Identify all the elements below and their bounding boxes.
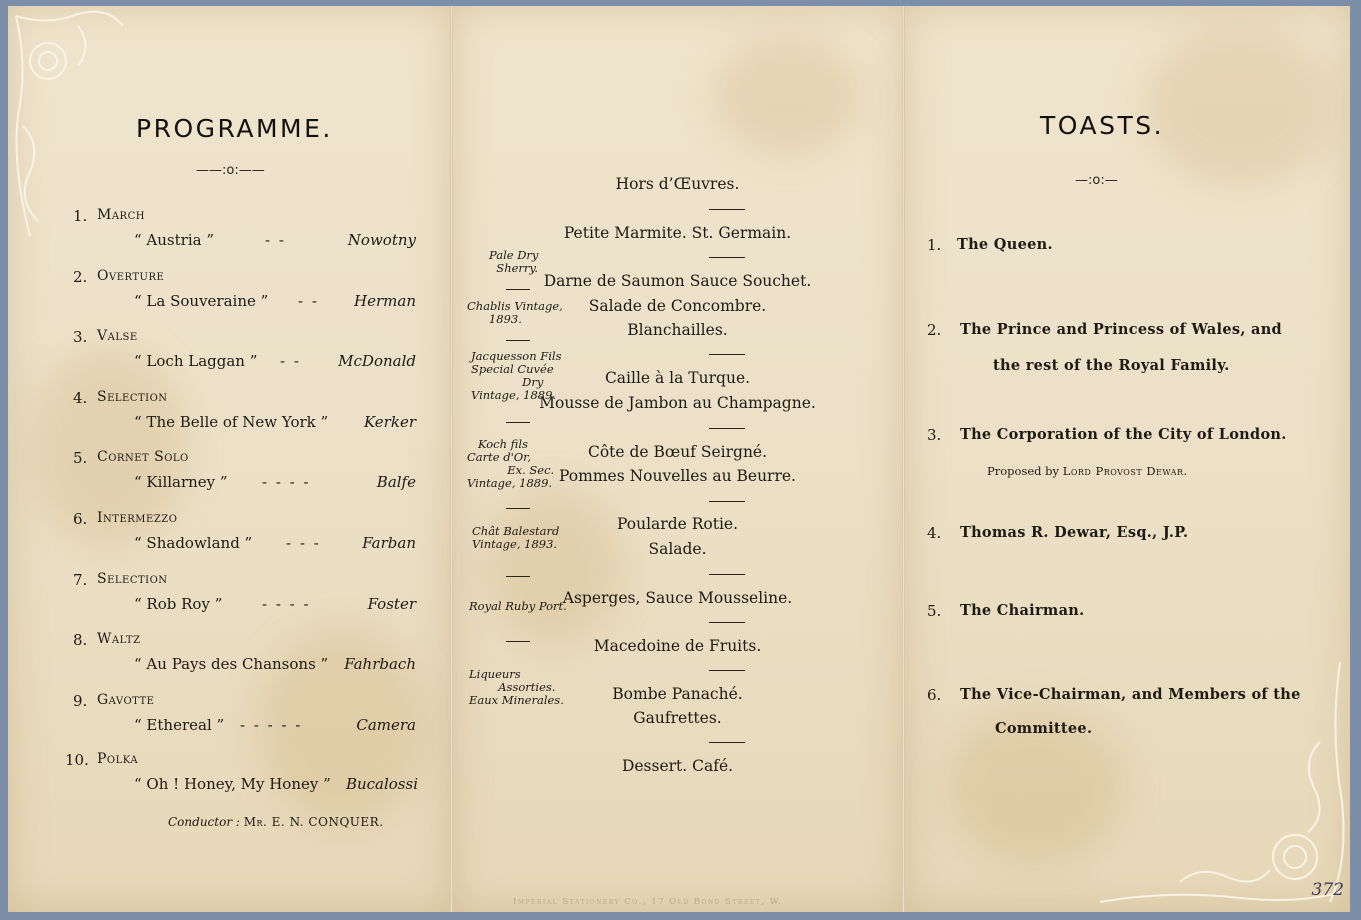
menu-divider	[709, 257, 745, 258]
programme-panel	[8, 6, 450, 912]
item-composer: Kerker	[364, 413, 416, 431]
item-type: Gavotte	[97, 692, 155, 708]
toast-text: The Queen.	[957, 236, 1053, 253]
item-type: Polka	[97, 751, 139, 767]
item-composer: McDonald	[338, 352, 416, 370]
programme-heading: PROGRAMME.	[136, 114, 333, 143]
item-type: Waltz	[97, 631, 141, 647]
item-composer: Farban	[362, 534, 416, 552]
item-composer: Balfe	[376, 473, 416, 491]
toasts-divider: —:o:—	[1075, 173, 1118, 188]
wine-pairing: Pale Dry Sherry.	[489, 248, 539, 275]
item-title: “ Rob Roy ”	[134, 595, 223, 613]
wine-pairing: Koch fils Carte d'Or, Ex. Sec. Vintage, 1889.	[467, 437, 555, 490]
wine-pairing: Royal Ruby Port.	[469, 599, 567, 613]
wine-pairing: Liqueurs Assorties. Eaux Minerales.	[469, 667, 564, 707]
menu-course: Mousse de Jambon au Champagne.	[539, 394, 816, 412]
menu-course: Blanchailles.	[627, 321, 728, 339]
toast-number: 2.	[927, 321, 942, 339]
paper-stain	[1145, 26, 1335, 186]
item-number: 2.	[73, 268, 88, 286]
menu-course: Caille à la Turque.	[604, 369, 751, 387]
programme-item	[8, 571, 450, 631]
menu-course: Salade de Concombre.	[588, 297, 767, 315]
toast-text-continued: Committee.	[995, 720, 1093, 737]
toast-proposer	[987, 464, 1188, 478]
page-number: 372	[1311, 880, 1344, 900]
proposer-name: Lord Provost Dewar.	[1062, 464, 1188, 478]
wine-pairing: Chablis Vintage, 1893.	[467, 299, 563, 326]
item-leader: - -	[265, 231, 286, 249]
toast-number: 5.	[927, 602, 942, 620]
wine-pairing: Chât Balestard Vintage, 1893.	[472, 524, 560, 551]
menu-course: Darne de Saumon Sauce Souchet.	[543, 272, 812, 290]
toast-text-continued: the rest of the Royal Family.	[993, 357, 1230, 374]
item-number: 10.	[65, 751, 89, 769]
wine-divider	[506, 508, 530, 509]
wine-divider	[506, 422, 530, 423]
toast-text: The Prince and Princess of Wales, and	[960, 321, 1282, 338]
toast-number: 6.	[927, 686, 942, 704]
paper-stain	[483, 486, 623, 646]
menu-divider	[709, 574, 745, 575]
conductor-label: Conductor :	[168, 815, 240, 829]
toast-text: The Vice-Chairman, and Members of the	[960, 686, 1301, 703]
programme-divider: ——:o:——	[196, 163, 265, 178]
menu-course: Macedoine de Fruits.	[593, 637, 762, 655]
item-type: Selection	[97, 571, 168, 587]
item-composer: Camera	[356, 716, 416, 734]
paper-stain	[713, 36, 863, 156]
toast-text: The Chairman.	[960, 602, 1085, 619]
item-type: Cornet Solo	[97, 449, 189, 465]
item-number: 4.	[73, 389, 88, 407]
menu-divider	[709, 622, 745, 623]
item-leader: - -	[280, 352, 301, 370]
item-type: Overture	[97, 268, 165, 284]
item-title: “ Killarney ”	[134, 473, 228, 491]
printer-imprint: Imperial Stationery Co., 17 Old Bond Street, W.	[513, 897, 783, 907]
item-type: Valse	[97, 328, 138, 344]
menu-course: Petite Marmite. St. Germain.	[563, 224, 792, 242]
item-composer: Foster	[367, 595, 416, 613]
item-composer: Nowotny	[347, 231, 416, 249]
wine-divider	[506, 289, 530, 290]
item-number: 6.	[73, 510, 88, 528]
menu-course: Asperges, Sauce Mousseline.	[562, 589, 793, 607]
item-leader: - - - -	[262, 473, 311, 491]
menu-course: Gaufrettes.	[633, 709, 722, 727]
item-leader: - -	[298, 292, 319, 310]
item-title: “ Austria ”	[134, 231, 215, 249]
toast-number: 1.	[927, 236, 942, 254]
item-composer: Herman	[354, 292, 416, 310]
menu-panel	[453, 6, 902, 912]
item-leader: - - - -	[262, 595, 311, 613]
item-number: 5.	[73, 449, 88, 467]
programme-item	[8, 692, 450, 752]
programme-item	[8, 268, 450, 328]
toasts-panel	[905, 6, 1350, 912]
wine-divider	[506, 340, 530, 341]
item-title: “ Au Pays des Chansons ”	[134, 655, 329, 673]
proposed-by-label: Proposed by	[987, 464, 1060, 478]
item-type: Intermezzo	[97, 510, 178, 526]
item-title: “ La Souveraine ”	[134, 292, 269, 310]
toast-text: Thomas R. Dewar, Esq., J.P.	[960, 524, 1189, 541]
toast-number: 4.	[927, 524, 942, 542]
menu-divider	[709, 501, 745, 502]
item-type: March	[97, 207, 145, 223]
menu-divider	[709, 670, 745, 671]
programme-item	[8, 207, 450, 267]
programme-item	[8, 751, 450, 811]
menu-course: Côte de Bœuf Seirgné.	[587, 443, 768, 461]
programme-item	[8, 510, 450, 570]
menu-divider	[709, 742, 745, 743]
item-composer: Fahrbach	[344, 655, 416, 673]
conductor-name: Mr. E. N. CONQUER.	[243, 815, 384, 829]
menu-divider	[709, 428, 745, 429]
toasts-heading: TOASTS.	[1040, 111, 1165, 140]
programme-item	[8, 449, 450, 509]
menu-course: Bombe Panaché.	[612, 685, 743, 703]
programme-item	[8, 389, 450, 449]
programme-item	[8, 631, 450, 691]
item-number: 9.	[73, 692, 88, 710]
item-title: “ Oh ! Honey, My Honey ”	[134, 775, 331, 793]
item-composer: Bucalossi	[345, 775, 418, 793]
conductor-credit	[168, 815, 384, 829]
wine-pairing: Jacquesson Fils Special Cuvée Dry Vintage, 1889.	[471, 349, 562, 402]
item-title: “ Loch Laggan ”	[134, 352, 258, 370]
item-number: 1.	[73, 207, 88, 225]
menu-course: Hors d’Œuvres.	[615, 175, 740, 193]
item-type: Selection	[97, 389, 168, 405]
programme-item	[8, 328, 450, 388]
item-number: 7.	[73, 571, 88, 589]
item-number: 8.	[73, 631, 88, 649]
item-leader: - - -	[286, 534, 321, 552]
item-title: “ Ethereal ”	[134, 716, 225, 734]
menu-divider	[709, 209, 745, 210]
toast-number: 3.	[927, 426, 942, 444]
menu-course: Salade.	[648, 540, 707, 558]
toast-text: The Corporation of the City of London.	[960, 426, 1287, 443]
menu-course: Dessert. Café.	[621, 757, 734, 775]
wine-divider	[506, 576, 530, 577]
item-title: “ The Belle of New York ”	[134, 413, 329, 431]
item-leader: - - - - -	[240, 716, 303, 734]
menu-divider	[709, 354, 745, 355]
wine-divider	[506, 641, 530, 642]
menu-course: Pommes Nouvelles au Beurre.	[559, 467, 796, 485]
item-title: “ Shadowland ”	[134, 534, 253, 552]
menu-course: Poularde Rotie.	[616, 515, 739, 533]
item-number: 3.	[73, 328, 88, 346]
